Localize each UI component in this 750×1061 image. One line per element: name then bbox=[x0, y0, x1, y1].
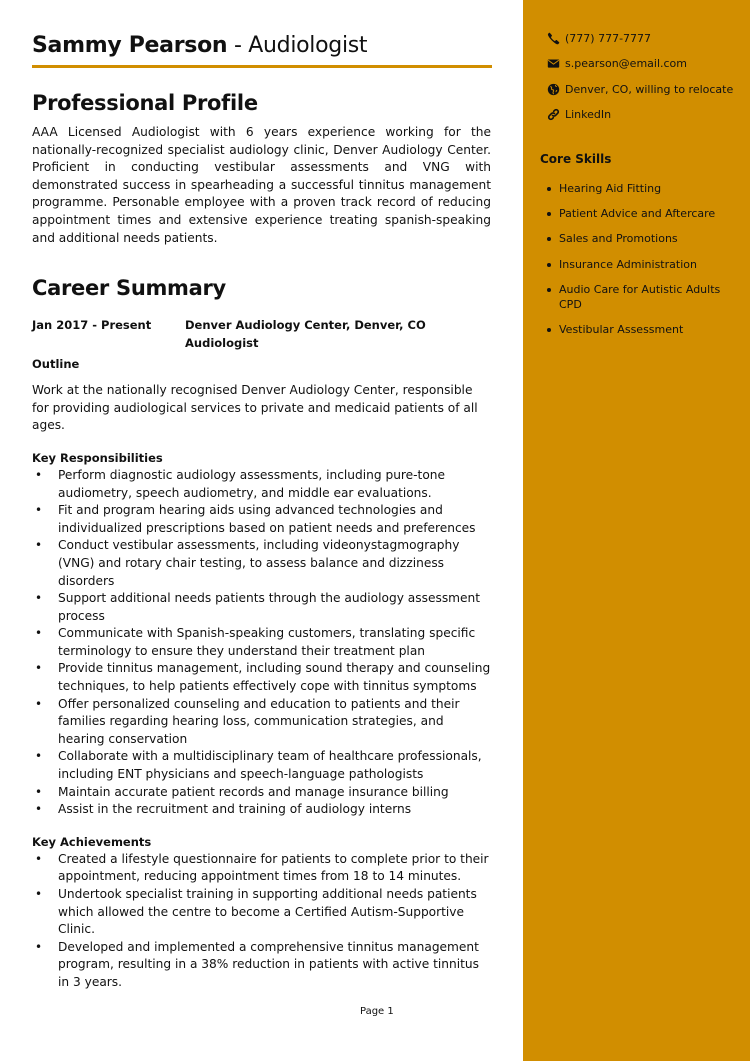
bullet-icon: • bbox=[35, 749, 43, 764]
skills-list bbox=[545, 181, 745, 348]
list-item bbox=[32, 537, 491, 590]
contact-phone-text: (777) 777-7777 bbox=[565, 32, 652, 46]
bullet-icon: • bbox=[35, 784, 43, 799]
bullet-icon bbox=[547, 328, 551, 332]
list-item-text: Created a lifestyle questionnaire for patients to complete prior to their appointment, reducing appointment times from 18 to 14 minutes. bbox=[58, 851, 489, 884]
list-item bbox=[32, 467, 491, 502]
job-header bbox=[32, 317, 491, 352]
profile-text: AAA Licensed Audiologist with 6 years experience working for the nationally-recognized specialist audiology clinic, Denver Audiology Center. Proficient in conducting vestibular assessments and VNG with demonstrated success in spearheading a successful tinnitus management programme. Personable employee with a proven track record of reducing appointment times and extensive experience treating spanish-speaking and additional needs patients. bbox=[32, 125, 491, 245]
list-item bbox=[32, 801, 491, 819]
bullet-icon: • bbox=[35, 939, 43, 954]
profile-heading: Professional Profile bbox=[32, 91, 258, 115]
bullet-icon bbox=[547, 263, 551, 267]
list-item bbox=[32, 590, 491, 625]
list-item bbox=[32, 748, 491, 783]
contact-location-text: Denver, CO, willing to relocate bbox=[565, 82, 734, 96]
contact-email[interactable] bbox=[547, 51, 747, 76]
contact-list bbox=[547, 26, 747, 127]
list-item-text: Perform diagnostic audiology assessments, including pure-tone audiometry, speech audiometry, and middle ear evaluations. bbox=[58, 467, 446, 500]
list-item bbox=[32, 625, 491, 660]
bullet-icon bbox=[547, 237, 551, 241]
list-item-text: Communicate with Spanish-speaking customers, translating specific terminology to ensure they understand their treatment plan bbox=[58, 626, 476, 658]
envelope-icon bbox=[547, 57, 560, 70]
bullet-icon bbox=[547, 212, 551, 216]
list-item-text: Collaborate with a multidisciplinary team of healthcare professionals, including ENT physicians and speech-language pathologists bbox=[58, 749, 482, 782]
bullet-icon: • bbox=[35, 661, 43, 676]
list-item bbox=[32, 502, 491, 537]
contact-location bbox=[547, 77, 747, 102]
skill-item bbox=[545, 282, 745, 313]
list-item bbox=[32, 660, 491, 695]
list-item bbox=[32, 784, 491, 802]
skill-item-text: Vestibular Assessment bbox=[559, 323, 684, 337]
header-divider bbox=[32, 65, 492, 68]
phone-icon bbox=[547, 32, 560, 45]
skill-item bbox=[545, 231, 745, 247]
list-item-text: Developed and implemented a comprehensive tinnitus management program, resulting in a 38% reduction in patients with active tinnitus in 3 years. bbox=[58, 939, 479, 989]
bullet-icon bbox=[547, 187, 551, 191]
job-dates: Jan 2017 - Present bbox=[32, 318, 152, 333]
list-item bbox=[32, 939, 491, 992]
list-item-text: Offer personalized counseling and education to patients and their families regarding hearing loss, communication strategies, and hearing conservation bbox=[58, 696, 460, 746]
main-column bbox=[32, 30, 491, 992]
job-org bbox=[185, 317, 426, 352]
contact-email-text: s.pearson@email.com bbox=[565, 57, 687, 71]
bullet-icon: • bbox=[35, 467, 43, 482]
globe-icon bbox=[547, 83, 560, 96]
bullet-icon: • bbox=[35, 696, 43, 711]
list-item-text: Fit and program hearing aids using advanced technologies and individualized prescriptions based on patient needs and preferences bbox=[58, 503, 476, 535]
contact-linkedin[interactable] bbox=[547, 102, 747, 127]
list-item-text: Maintain accurate patient records and manage insurance billing bbox=[58, 784, 449, 799]
skill-item-text: Sales and Promotions bbox=[559, 232, 678, 246]
list-item-text: Undertook specialist training in supporting additional needs patients which allowed the centre to become a Certified Autism-Supportive Clinic. bbox=[58, 887, 477, 937]
job-employer: Denver Audiology Center, Denver, CO bbox=[185, 318, 426, 333]
skill-item-text: Audio Care for Autistic Adults CPD bbox=[559, 282, 721, 312]
responsibilities-list bbox=[32, 467, 491, 819]
achievements-list bbox=[32, 851, 491, 992]
job-role: Audiologist bbox=[185, 335, 259, 350]
achievements-heading: Key Achievements bbox=[32, 834, 152, 849]
title-separator: - bbox=[227, 33, 249, 58]
resume-header bbox=[32, 30, 491, 62]
skill-item bbox=[545, 181, 745, 197]
skill-item-text: Patient Advice and Aftercare bbox=[559, 207, 716, 221]
list-item-text: Conduct vestibular assessments, including videonystagmography (VNG) and rotary chair testing, to assess balance and dizziness disorders bbox=[58, 538, 460, 588]
bullet-icon: • bbox=[35, 802, 43, 817]
page-number: Page 1 bbox=[360, 1006, 394, 1017]
list-item bbox=[32, 851, 491, 886]
skill-item bbox=[545, 322, 745, 338]
contact-phone bbox=[547, 26, 747, 51]
contact-linkedin-text: LinkedIn bbox=[565, 108, 612, 122]
skill-item-text: Hearing Aid Fitting bbox=[559, 182, 662, 195]
outline-heading: Outline bbox=[32, 357, 80, 372]
outline-text: Work at the nationally recognised Denver Audiology Center, responsible for providing audiological services to private and medicaid patients of all ages. bbox=[32, 383, 478, 433]
responsibilities-heading: Key Responsibilities bbox=[32, 450, 163, 465]
skills-heading: Core Skills bbox=[540, 152, 612, 166]
list-item-text: Support additional needs patients through the audiology assessment process bbox=[58, 591, 481, 623]
career-heading: Career Summary bbox=[32, 276, 226, 301]
link-icon bbox=[547, 108, 560, 121]
list-item-text: Provide tinnitus management, including sound therapy and counseling techniques, to help patients effectively cope with tinnitus symptoms bbox=[58, 661, 491, 694]
skill-item bbox=[545, 206, 745, 222]
bullet-icon: • bbox=[35, 626, 43, 641]
skill-item-text: Insurance Administration bbox=[559, 257, 697, 271]
list-item bbox=[32, 696, 491, 749]
list-item-text: Assist in the recruitment and training of audiology interns bbox=[58, 802, 412, 817]
list-item bbox=[32, 886, 491, 939]
bullet-icon bbox=[547, 288, 551, 292]
sidebar bbox=[523, 0, 750, 1061]
bullet-icon: • bbox=[35, 538, 43, 553]
bullet-icon: • bbox=[35, 887, 43, 901]
bullet-icon: • bbox=[35, 851, 43, 866]
bullet-icon: • bbox=[35, 503, 43, 518]
bullet-icon: • bbox=[35, 591, 43, 606]
candidate-name: Sammy Pearson bbox=[32, 33, 228, 58]
skill-item bbox=[545, 257, 745, 273]
candidate-job-title: Audiologist bbox=[248, 33, 368, 58]
